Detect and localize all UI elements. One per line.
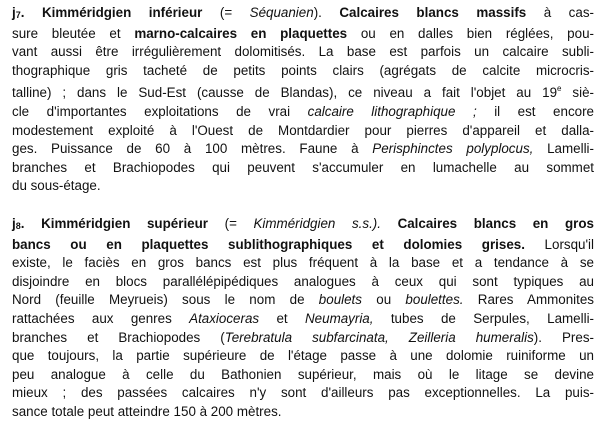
paren-close: ).: [313, 5, 322, 20]
italic-text: calcaire lithographique ;: [307, 103, 477, 119]
plain-text: existe, le faciès en gros bancs est plus fréquent à la base et a tendance à se: [12, 255, 594, 271]
stage-title: Kimméridgien supérieur: [41, 215, 209, 231]
plain-text: talline) ; dans le Sud-Est (causse de Blandas), ce niveau a fait l'objet au 19: [12, 85, 558, 101]
paragraph-line: [12, 43, 594, 62]
plain-text: branches et Brachiopodes qui peuvent s'accumuler en lumachelle au sommet: [12, 159, 594, 175]
stage-title: Kimméridgien inférieur: [41, 5, 203, 20]
plain-text: Rares Ammonites: [463, 292, 594, 308]
paragraph-line: [12, 122, 594, 141]
paragraph-j8: [12, 215, 594, 422]
paragraph-line: [12, 4, 594, 25]
paragraph-line: [12, 273, 594, 292]
paragraph-line: [12, 159, 594, 178]
paragraph-line: [12, 403, 594, 422]
stage-code: j8.: [12, 215, 25, 231]
plain-text: ou en dalles bien réglées, pou-: [347, 25, 594, 41]
paragraph-j7: [12, 4, 594, 196]
paragraph-line: [12, 384, 594, 403]
paragraph-line: [12, 25, 594, 44]
stage-code-subscript: 8: [15, 220, 21, 231]
plain-text: Lamelli-: [533, 141, 594, 157]
paragraph-line: [12, 329, 594, 348]
plain-text: modestement exploité à l'Ouest de Montdardier pour pierres d'appareil et dalla-: [12, 122, 594, 138]
plain-text: cle d'importantes exploitations de vrai: [12, 103, 308, 119]
plain-text: branches et Brachiopodes (: [12, 329, 225, 345]
plain-text: à cas-: [526, 5, 594, 20]
paragraph-line: [12, 62, 594, 81]
stage-synonym: Kimméridgien s.s.).: [253, 215, 381, 231]
superscript-text: e: [557, 84, 562, 94]
italic-text: boulettes.: [405, 292, 464, 308]
bold-text: Calcaires blancs massifs: [321, 5, 527, 20]
paragraph-line: [12, 236, 594, 255]
first-line-rest: [381, 216, 594, 231]
paragraph-line: [12, 347, 594, 366]
paragraph-line: [12, 140, 594, 159]
italic-text: boulets: [318, 292, 362, 308]
bold-text: Calcaires blancs en gros: [380, 215, 594, 231]
plain-text: Lorsqu'il: [524, 236, 595, 252]
first-line-rest: [322, 5, 594, 20]
plain-text: thographique gris tacheté de petits points clairs (agrégats de calcite microcris-: [12, 62, 594, 78]
plain-text: ). Pres-: [533, 329, 594, 345]
bold-text: marno-calcaires en plaquettes: [134, 25, 348, 41]
plain-text: ges. Puissance de 60 à 100 mètres. Faune à: [12, 141, 373, 157]
italic-text: Terebratula subfarcinata, Zeilleria humeralis: [224, 329, 534, 345]
paragraph-line: [12, 215, 594, 236]
plain-text: tubes de Serpules, Lamelli-: [373, 310, 595, 326]
italic-text: Perisphinctes polyplocus,: [372, 141, 534, 157]
document-page: [12, 4, 594, 421]
paragraph-line: [12, 103, 594, 122]
paren-open: (=: [208, 215, 254, 231]
plain-text: du sous-étage.: [12, 178, 101, 194]
plain-text: que toujours, la partie supérieure de l'étage passe à une dolomie ruiniforme un: [12, 348, 594, 364]
plain-text: vant aussi être irrégulièrement dolomitisés. La base est parfois un calcaire subli-: [12, 44, 594, 60]
plain-text: disjoindre en blocs parallélépipédiques analogues à ceux qui sont typiques au: [12, 273, 594, 289]
paragraph-line: [12, 291, 594, 310]
plain-text: et: [259, 310, 305, 326]
paragraph-line: [12, 310, 594, 329]
plain-text: rattachées aux genres: [12, 310, 190, 326]
plain-text: Nord (feuille Meyrueis) sous le nom de: [12, 292, 319, 308]
plain-text: ou: [361, 292, 406, 308]
italic-text: Neumayria,: [305, 310, 374, 326]
paragraph-line: [12, 177, 594, 196]
stage-synonym: Séquanien: [249, 5, 314, 20]
plain-text: sure bleutée et: [12, 25, 135, 41]
paren-open: (=: [202, 5, 250, 20]
plain-text: il est encore: [476, 103, 594, 119]
plain-text: siè-: [561, 85, 594, 101]
italic-text: Ataxioceras: [189, 310, 260, 326]
plain-text: mieux ; des passées calcaires n'y sont d'ailleurs pas exceptionnelles. La puis-: [12, 385, 594, 401]
paragraph-line: [12, 80, 594, 103]
stage-code-subscript: 7: [15, 10, 21, 20]
bold-text: bancs ou en plaquettes sublithographiques et dolomies grises.: [12, 236, 525, 252]
paragraph-line: [12, 254, 594, 273]
plain-text: sance totale peut atteindre 150 à 200 mètres.: [12, 403, 282, 419]
plain-text: peu analogue à celle du Bathonien supérieur, mais où le litage se devine: [12, 366, 594, 382]
paragraph-line: [12, 366, 594, 385]
stage-code: j7.: [12, 5, 25, 20]
